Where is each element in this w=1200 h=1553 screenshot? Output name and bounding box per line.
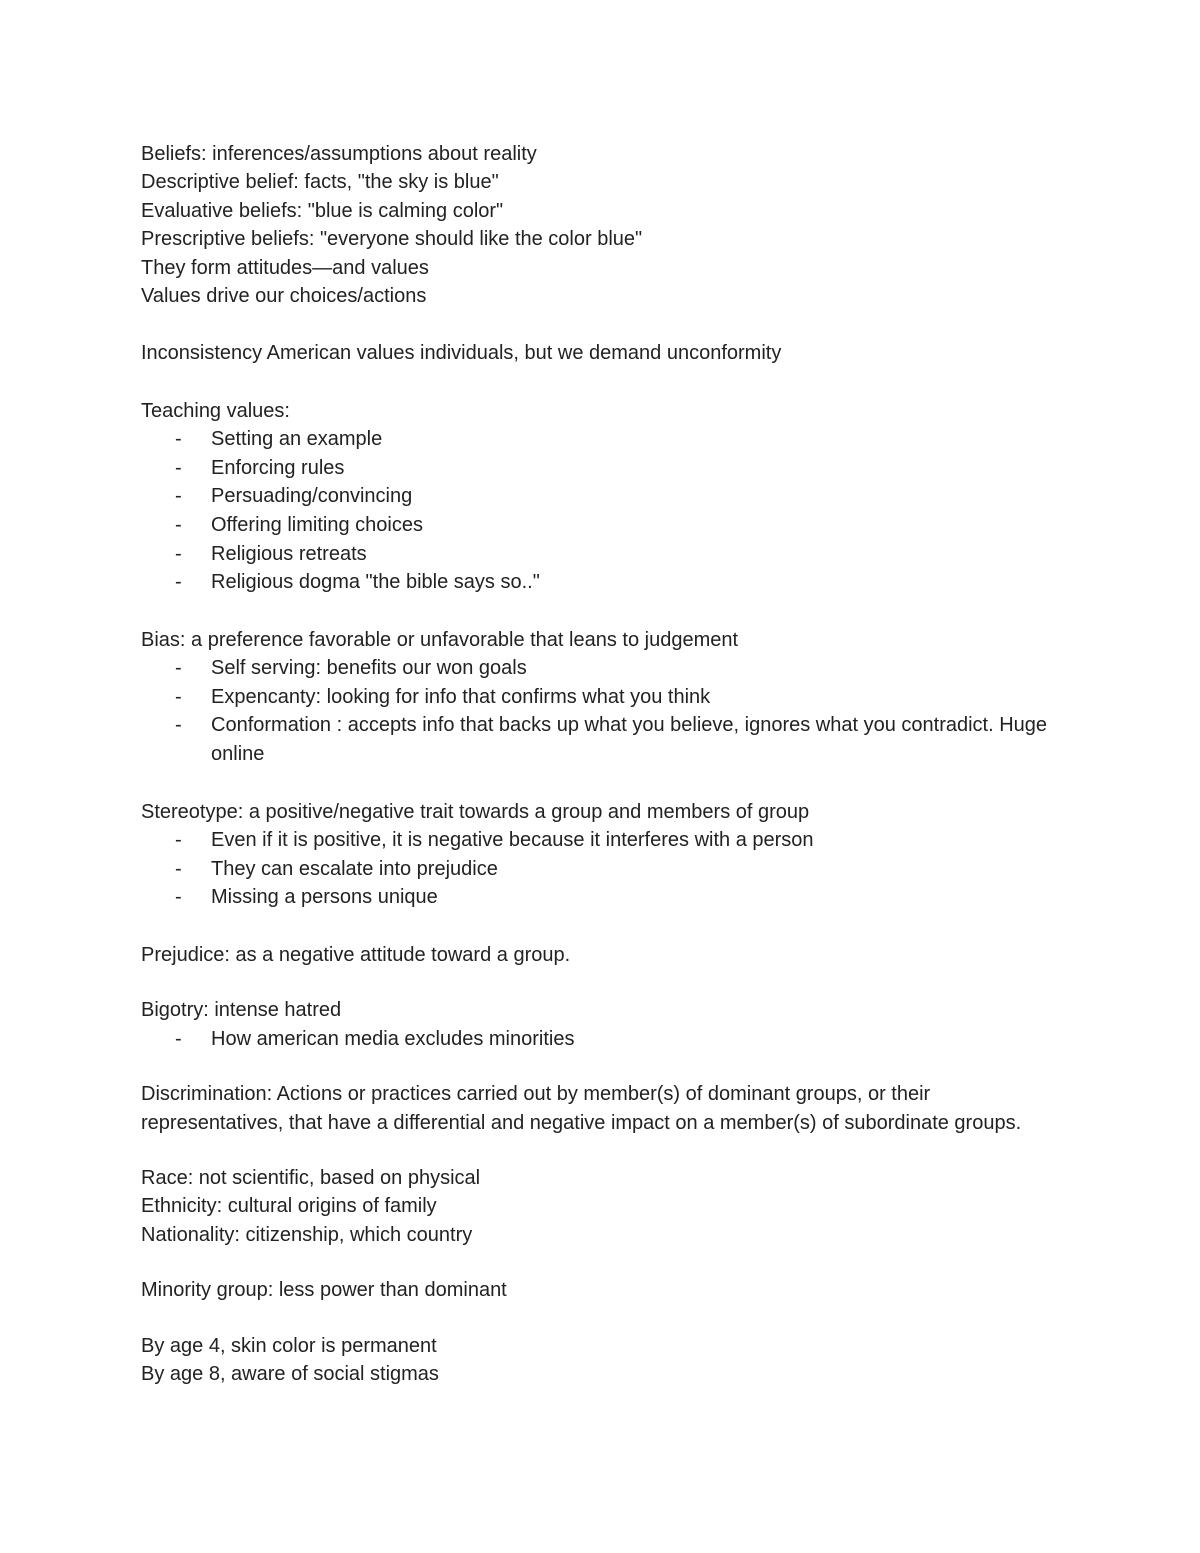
list-item: [141, 425, 1071, 454]
list-item-text: Self serving: benefits our won goals: [211, 657, 527, 680]
list-item: [141, 568, 1071, 597]
list-item: [141, 711, 1071, 768]
list-item: [141, 454, 1071, 483]
teaching-values-list: [141, 425, 1071, 597]
list-item: [141, 482, 1071, 511]
bigotry-list: [141, 1025, 1071, 1054]
list-item-text: Even if it is positive, it is negative because it interferes with a person: [211, 829, 814, 851]
dash-bullet-icon: -: [175, 829, 182, 851]
dash-bullet-icon: -: [175, 485, 182, 508]
list-item-text: Setting an example: [211, 428, 383, 451]
nationality-line: Nationality: citizenship, which country: [141, 1223, 473, 1246]
spacer: [141, 769, 1071, 798]
discrimination-paragraph: Discrimination: Actions or practices carried out by member(s) of dominant groups, or their representatives, that have a differential and negative impact on a member(s) of subordinate groups.: [141, 1083, 1022, 1134]
attitudes-line: They form attitudes—and values: [141, 256, 429, 279]
dash-bullet-icon: -: [175, 886, 182, 909]
beliefs-section: [141, 140, 1071, 310]
list-item-text: How american media excludes minorities: [211, 1027, 575, 1050]
dash-bullet-icon: -: [175, 657, 182, 680]
list-item: [141, 511, 1071, 540]
prescriptive-beliefs-line: Prescriptive beliefs: "everyone should like the color blue": [141, 228, 643, 251]
list-item-text: Religious retreats: [211, 542, 367, 565]
spacer: [141, 368, 1071, 397]
bigotry-heading: Bigotry: intense hatred: [141, 999, 342, 1022]
list-item: [141, 654, 1071, 683]
spacer: [141, 597, 1071, 626]
list-item-text: Religious dogma "the bible says so..": [211, 571, 540, 594]
dash-bullet-icon: -: [175, 685, 182, 708]
spacer: [141, 969, 1071, 996]
spacer: [141, 1249, 1071, 1276]
list-item-text: Enforcing rules: [211, 456, 345, 479]
age-four-line: By age 4, skin color is permanent: [141, 1334, 437, 1357]
spacer: [141, 1053, 1071, 1080]
list-item-text: Offering limiting choices: [211, 514, 423, 537]
bigotry-section: [141, 996, 1071, 1053]
spacer: [141, 1305, 1071, 1332]
values-line: Values drive our choices/actions: [141, 285, 427, 308]
list-item-text: Persuading/convincing: [211, 485, 413, 508]
list-item: [141, 855, 1071, 884]
race-section: [141, 1164, 1071, 1249]
list-item: [141, 883, 1071, 912]
evaluative-beliefs-line: Evaluative beliefs: "blue is calming color": [141, 199, 504, 222]
list-item: [141, 540, 1071, 569]
age-eight-line: By age 8, aware of social stigmas: [141, 1363, 439, 1386]
list-item: [141, 1025, 1071, 1054]
dash-bullet-icon: -: [175, 857, 182, 880]
dash-bullet-icon: -: [175, 1027, 182, 1050]
list-item: [141, 826, 1071, 855]
spacer: [141, 310, 1071, 339]
teaching-values-section: [141, 397, 1071, 597]
race-line: Race: not scientific, based on physical: [141, 1167, 481, 1189]
bias-heading: Bias: a preference favorable or unfavorable that leans to judgement: [141, 628, 739, 651]
prejudice-line: Prejudice: as a negative attitude toward a group.: [141, 943, 571, 966]
stereotype-section: [141, 798, 1071, 912]
notes-body: [141, 140, 1071, 1388]
list-item-text: Missing a persons unique: [211, 886, 438, 909]
descriptive-belief-line: Descriptive belief: facts, "the sky is blue": [141, 171, 499, 194]
minority-group-line: Minority group: less power than dominant: [141, 1279, 507, 1302]
age-section: [141, 1332, 1071, 1389]
inconsistency-line: Inconsistency American values individuals, but we demand unconformity: [141, 342, 782, 365]
dash-bullet-icon: -: [175, 714, 182, 737]
list-item-text: Conformation : accepts info that backs up what you believe, ignores what you contradict. Huge online: [211, 714, 1048, 765]
bias-section: [141, 626, 1071, 769]
list-item-text: Expencanty: looking for info that confirms what you think: [211, 685, 711, 708]
stereotype-heading: Stereotype: a positive/negative trait towards a group and members of group: [141, 800, 810, 823]
spacer: [141, 912, 1071, 941]
bias-list: [141, 654, 1071, 768]
teaching-values-heading: Teaching values:: [141, 399, 290, 422]
dash-bullet-icon: -: [175, 542, 182, 565]
beliefs-line: Beliefs: inferences/assumptions about reality: [141, 143, 537, 165]
dash-bullet-icon: -: [175, 514, 182, 537]
spacer: [141, 1137, 1071, 1164]
stereotype-list: [141, 826, 1071, 912]
list-item-text: They can escalate into prejudice: [211, 857, 498, 880]
dash-bullet-icon: -: [175, 571, 182, 594]
dash-bullet-icon: -: [175, 456, 182, 479]
list-item: [141, 683, 1071, 712]
dash-bullet-icon: -: [175, 428, 182, 451]
ethnicity-line: Ethnicity: cultural origins of family: [141, 1195, 437, 1218]
